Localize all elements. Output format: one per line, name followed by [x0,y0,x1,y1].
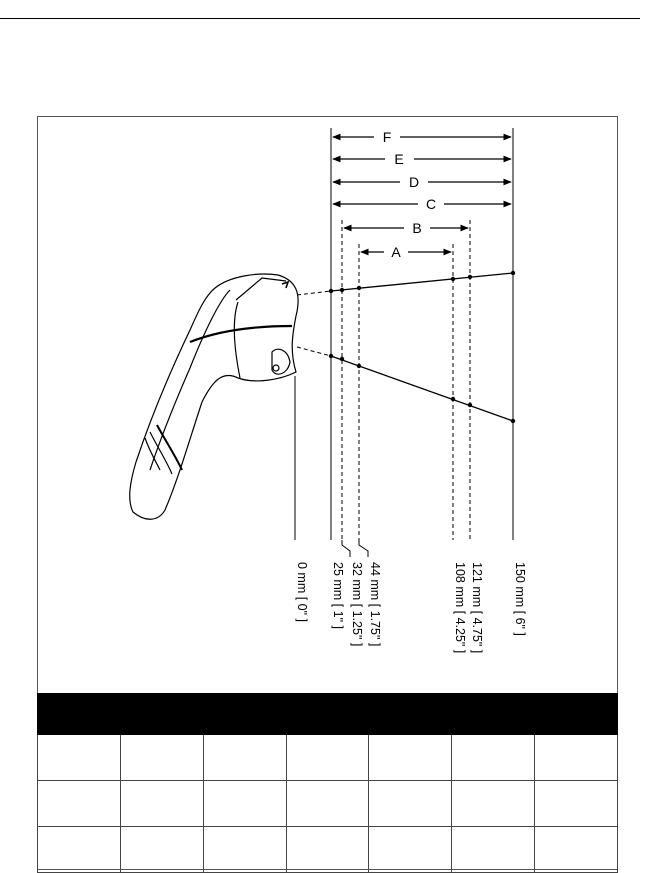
table-cell [120,735,203,781]
table-cell [203,781,286,827]
table-cell [38,735,121,781]
table-row [38,735,618,781]
table-cell [286,781,369,827]
distance-label-44mm: 44 mm [ 1.75" ] [368,562,382,647]
table-cell [369,781,452,827]
range-letter-e: E [394,151,404,167]
distance-label-108mm: 108 mm [ 4.25" ] [453,562,467,654]
table-cell [38,827,121,873]
distance-label-121mm: 121 mm [ 4.75" ] [470,562,484,654]
table-cell [203,827,286,873]
table-cell [120,827,203,873]
table-cell [535,827,618,873]
table-cell [38,781,121,827]
range-letter-a: A [391,244,401,260]
table-cell [452,781,535,827]
range-letter-c: C [425,196,437,212]
table-cell [286,735,369,781]
table-cell [452,827,535,873]
range-letter-f: F [382,129,392,145]
range-letter-b: B [412,220,422,236]
range-letter-d: D [408,174,420,190]
table-cell [203,735,286,781]
table-cell [535,735,618,781]
table-row [38,827,618,873]
distance-label-32mm: 32 mm [ 1.25" ] [350,562,364,647]
table-cell [369,827,452,873]
table-cell [452,735,535,781]
table-header-bar [37,693,618,735]
table-cell [369,735,452,781]
scanner-illustration [130,274,298,519]
table-row [38,781,618,827]
distance-label-0mm: 0 mm [ 0" ] [295,562,309,623]
table-cell [535,781,618,827]
table-cell [120,781,203,827]
distance-label-150mm: 150 mm [ 6" ] [513,562,527,636]
table-cell [286,827,369,873]
distance-label-25mm: 25 mm [ 1" ] [331,562,345,629]
specs-table [37,735,618,873]
